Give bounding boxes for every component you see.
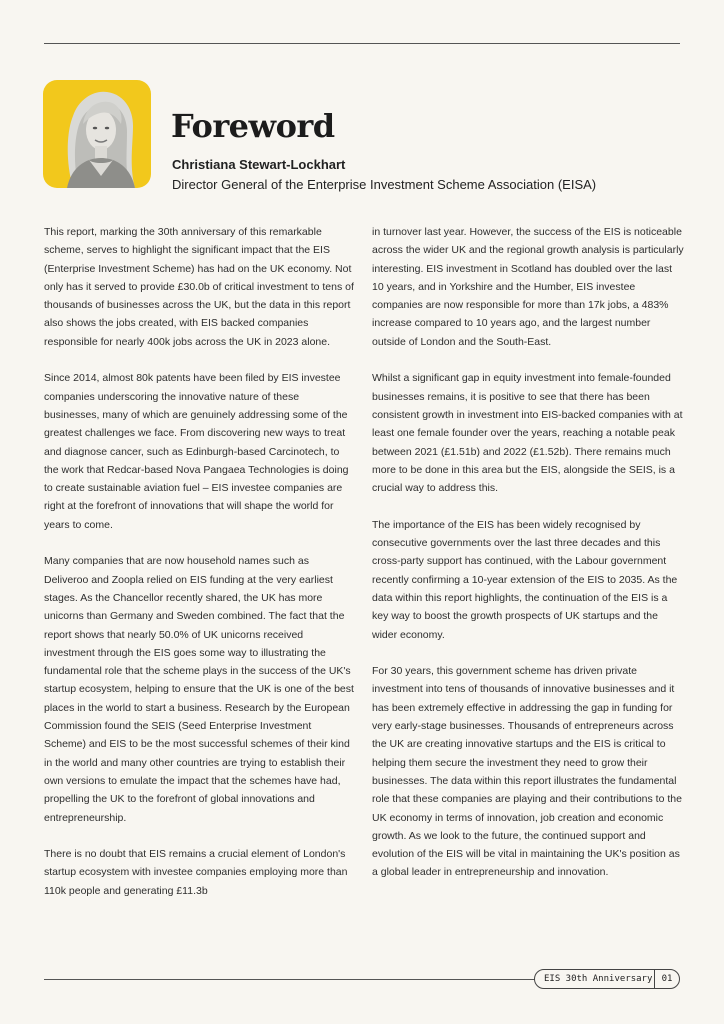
author-name: Christiana Stewart-Lockhart <box>172 157 346 172</box>
paragraph: in turnover last year. However, the success of the EIS is noticeable across the wider UK and the regional growth analysis is particularly interesting. EIS investment in Scotland has doubled over the last 10 years, and in Yorkshire and the Humber, EIS investee companies are now responsible for more than 17k jobs, a 483% increase compared to 10 years ago, and the largest number outside of London and the South-East. <box>372 226 684 348</box>
paragraph: Whilst a significant gap in equity investment into female-founded businesses remains, it is positive to see that there has been consistent growth in investment into EIS-backed companies with at least one female founder over the years, reaching a notable peak between 2021 (£1.51b) and 2022 (£1.52b). There remains much more to be done in this area but the EIS, alongside the SEIS, is a crucial way to address this. <box>372 372 683 495</box>
footer-badge <box>534 969 680 989</box>
right-column <box>372 223 684 900</box>
paragraph: Many companies that are now household names such as Deliveroo and Zoopla relied on EIS funding at the very earliest stages. As the Chancellor recently shared, the UK has more unicorns than Germany and Sweden combined. The fact that the report shows that nearly 50.0% of UK unicorns received investment through the EIS goes some way to illustrating the fundamental role that the scheme plays in the success of the UK's startup ecosystem, helping to ensure that the UK is one of the best places in the world to start a business. Research by the European Commission found the SEIS (Seed Enterprise Investment Scheme) and EIS to be the most successful schemes of their kind in the world and many other countries are trying to establish their own versions to emulate the impact that the schemes have had, propelling the UK to the forefront of global innovations and entrepreneurship. <box>44 555 354 824</box>
author-role: Director General of the Enterprise Investment Scheme Association (EISA) <box>172 177 597 192</box>
bottom-divider <box>44 979 536 980</box>
paragraph: The importance of the EIS has been widely recognised by consecutive governments over the last three decades and this cross-party support has continued, with the Labour government recently confirming a 10-year extension of the EIS to 2035. As the data within this report highlights, the continuation of the EIS is a key way to boost the growth prospects of UK startups and the wider economy. <box>372 518 678 641</box>
top-divider <box>44 43 680 44</box>
footer-label: EIS 30th Anniversary <box>544 974 653 984</box>
author-portrait <box>43 80 151 188</box>
left-column <box>44 223 354 918</box>
paragraph: This report, marking the 30th anniversary of this remarkable scheme, serves to highlight the significant impact that the EIS (Enterprise Investment Scheme) has had on the UK economy. Not only has it served to provide £30.0b of critical investment to tens of thousands of businesses across the UK, but the data in this report also shows the jobs created, with EIS backed companies responsible for nearly 400k jobs across the UK in 2023 alone. <box>44 226 354 348</box>
page-number: 01 <box>654 970 679 988</box>
paragraph: Since 2014, almost 80k patents have been filed by EIS investee companies underscoring the innovative nature of these businesses, many of which are genuinely addressing some of the greatest challenges we face. From discovering new ways to treat and diagnose cancer, such as Edinburgh-based Carcinotech, to the work that Redcar-based Nova Pangaea Technologies is doing to create sustainable aviation fuel – EIS investee companies are right at the forefront of innovations that will shape the world for years to come. <box>44 372 349 531</box>
paragraph: For 30 years, this government scheme has driven private investment into tens of thousands of innovative businesses and it has been extremely effective in addressing the gap in funding for very early-stage businesses. Thousands of entrepreneurs across the UK are creating innovative startups and the EIS is critical to helping them secure the investment they need to grow their businesses. The data within this report illustrates the fundamental role that these companies are playing and their contributions to the UK economy in terms of innovation, job creation and economic growth. As we look to the future, the continued support and evolution of the EIS will be vital in maintaining the UK's position as a global leader in entrepreneurship and innovation. <box>372 665 682 879</box>
paragraph: There is no doubt that EIS remains a crucial element of London's startup ecosystem with investee companies employing more than 110k people and generating £11.3b <box>44 848 348 897</box>
page-title: Foreword <box>171 107 335 145</box>
portrait-illustration <box>43 80 151 188</box>
